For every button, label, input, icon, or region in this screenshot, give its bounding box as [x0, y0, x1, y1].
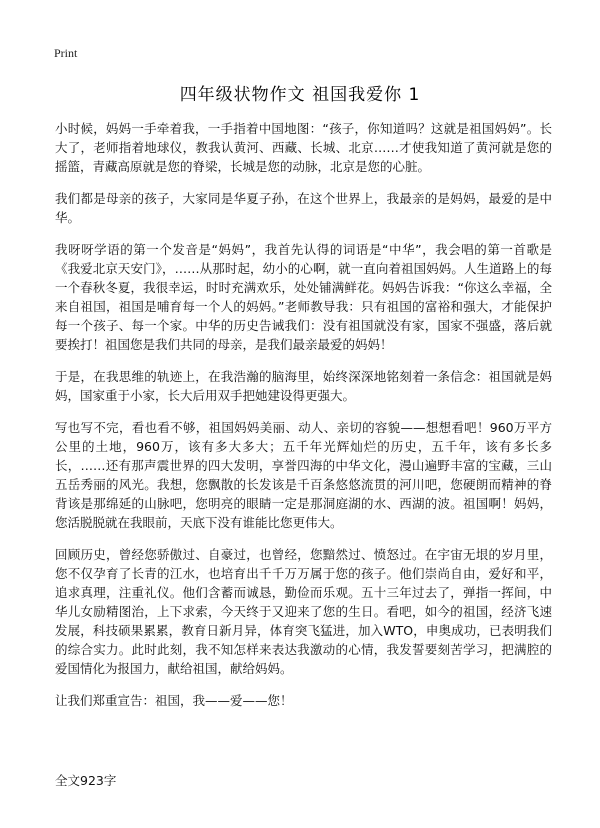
essay-body	[55, 119, 552, 723]
paragraph-2: 我们都是母亲的孩子，大家同是华夏子孙，在这个世界上，我最亲的是妈妈，最爱的是中华。	[55, 191, 552, 225]
word-count: 全文923字	[55, 773, 117, 788]
document-title: 四年级状物作文 祖国我爱你 1	[179, 85, 421, 105]
paragraph-1: 小时候，妈妈一手牵着我，一手指着中国地图：“孩子，你知道吗？这就是祖国妈妈”。长大了，老师指着地球仪，教我认黄河、西藏、长城、北京……才使我知道了黄河就是您的摇篮，青藏高原就是您的脊梁，长城是您的动脉，北京是您的心脏。	[55, 121, 552, 174]
paragraph-4: 于是，在我思维的轨迹上，在我浩瀚的脑海里，始终深深地铭刻着一条信念：祖国就是妈妈，国家重于小家，长大后用双手把她建设得更强大。	[55, 369, 552, 403]
paragraph-3: 我呀呀学语的第一个发音是“妈妈”，我首先认得的词语是“中华”，我会唱的第一首歌是《我爱北京天安门》，……从那时起，幼小的心啊，就一直向着祖国妈妈。人生道路上的每一个春秋冬夏，我很幸运，时时充满欢乐，处处铺满鲜花。妈妈告诉我：“你这么幸福，全来自祖国，祖国是哺育每一个人的妈妈。”老师教导我：只有祖国的富裕和强大，才能保护每一个孩子、每一个家。中华的历史告诫我们：没有祖国就没有家，国家不强盛，落后就要挨打！祖国您是我们共同的母亲，是我们最亲最爱的妈妈！	[55, 242, 552, 352]
paragraph-6: 回顾历史，曾经您骄傲过、自豪过，也曾经，您黯然过、愤怒过。在宇宙无垠的岁月里，您不仅孕育了长青的江水，也培育出千千万万属于您的孩子。他们崇尚自由，爱好和平，追求真理，注重礼仪。他们含蓄而诚恳，勤俭而乐观。五十三年过去了，弹指一挥间，中华儿女励精图治，上下求索，今天终于又迎来了您的生日。看吧，如今的祖国，经济飞速发展，科技硕果累累，教育日新月异，体育突飞猛进，加入WTO，申奥成功，已表明我们的综合实力。此时此刻，我不知怎样来表达我激动的心情，我发誓要刻苦学习，把满腔的爱国情化为报国力，献给祖国，献给妈妈。	[55, 547, 552, 676]
print-link[interactable]: Print	[54, 46, 78, 60]
paragraph-5: 写也写不完，看也看不够，祖国妈妈美丽、动人、亲切的容貌——想想看吧！960万平方公里的土地，960万，该有多大多大；五千年光辉灿烂的历史，五千年，该有多长多长，……还有那声震世界的四大发明，享誉四海的中华文化，漫山遍野丰富的宝藏，三山五岳秀丽的风光。我想，您飘散的长发该是千百条悠悠流贯的河川吧，您硬朗而精神的脊背该是那绵延的山脉吧，您明亮的眼睛一定是那洞庭湖的水、西湖的波。祖国啊！妈妈，您活脱脱就在我眼前，天底下没有谁能比您更伟大。	[55, 420, 552, 530]
paragraph-7: 让我们郑重宣告：祖国，我——爱——您！	[55, 693, 293, 708]
